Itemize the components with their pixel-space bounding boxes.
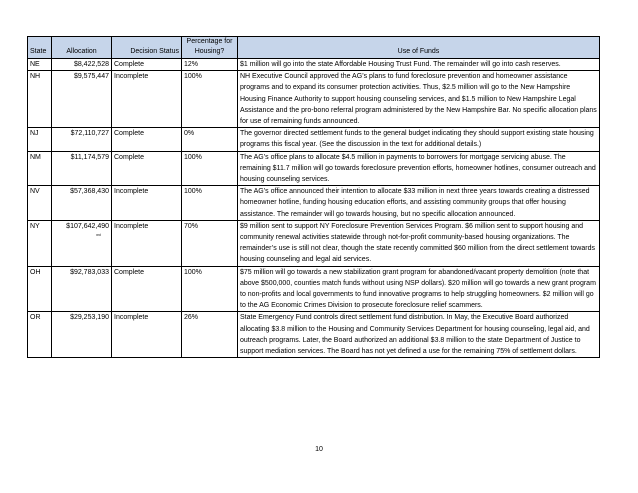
allocation-table: [27, 36, 600, 358]
table-row: [28, 220, 600, 266]
cell-allocation: [52, 220, 112, 266]
cell-state: NM: [28, 151, 52, 186]
cell-allocation: [52, 186, 112, 221]
cell-use-of-funds: $75 million will go towards a new stabilization grant program for abandoned/vacant property demolition (note that above $500,000, counties match funds without using NSP dollars). $20 million will go towards a new grant program to non-profits and local governments to fund innovative programs to help struggling homeowners. $2 million will go to the AG Economic Crimes Division to prosecute foreclosure relief scammers.: [238, 266, 600, 312]
header-decision-status: Decision Status: [112, 37, 182, 59]
table-row: [28, 128, 600, 151]
cell-percentage: 12%: [182, 59, 238, 71]
allocation-value: $9,575,447: [73, 73, 109, 81]
cell-percentage: 100%: [182, 186, 238, 221]
cell-percentage: 0%: [182, 128, 238, 151]
cell-allocation: [52, 59, 112, 71]
cell-state: NY: [28, 220, 52, 266]
cell-status: Complete: [112, 266, 182, 312]
table-row: [28, 312, 600, 358]
cell-use-of-funds: The governor directed settlement funds to the general budget indicating they should support existing state housing programs this fiscal year. (See the discussion in the text for additional details.): [238, 128, 600, 151]
allocation-value: $107,642,490: [66, 222, 109, 230]
allocation-value: $57,368,430: [70, 188, 109, 196]
cell-percentage: 100%: [182, 71, 238, 128]
cell-use-of-funds: $9 million sent to support NY Foreclosure Prevention Services Program. $6 million sent to support housing and community renewal activities statewide through not-for-profit community-based housing organizations. The remainder’s use is still not clear, though the state recently committed $60 million from the direct settlement towards housing counseling and legal aid services.: [238, 220, 600, 266]
cell-allocation: [52, 312, 112, 358]
allocation-value: $92,783,033: [70, 268, 109, 276]
cell-percentage: 100%: [182, 266, 238, 312]
cell-state: OR: [28, 312, 52, 358]
cell-allocation: [52, 71, 112, 128]
cell-allocation: [52, 266, 112, 312]
cell-status: Incomplete: [112, 71, 182, 128]
table-row: [28, 151, 600, 186]
header-state: State: [28, 37, 52, 59]
cell-status: Incomplete: [112, 186, 182, 221]
cell-status: Incomplete: [112, 220, 182, 266]
header-row: [28, 37, 600, 59]
header-allocation: Allocation: [52, 37, 112, 59]
cell-allocation: [52, 151, 112, 186]
cell-use-of-funds: NH Executive Council approved the AG’s plans to fund foreclosure prevention and homeowner assistance programs and to expand its consumer protection activities. Thus, $2.5 million will go to the New Hampshire Housing Finance Authority to support housing counseling services, and $1.5 million to New Hampshire Legal Assistance and the pro-bono referral program administered by the New Hampshire Bar. No specific allocation plans for use of remaining funds announced.: [238, 71, 600, 128]
cell-state: OH: [28, 266, 52, 312]
cell-state: NH: [28, 71, 52, 128]
cell-use-of-funds: The AG’s office announced their intention to allocate $33 million in next three years towards creating a distressed homeowner hotline, funding housing education efforts, and assisting community groups that offer housing assistance. The remainder will go towards housing, but no specific allocation announced.: [238, 186, 600, 221]
cell-use-of-funds: $1 million will go into the state Affordable Housing Trust Fund. The remainder will go into cash reserves.: [238, 59, 600, 71]
footnote-marker: xvi: [96, 232, 101, 238]
cell-state: NV: [28, 186, 52, 221]
cell-percentage: 70%: [182, 220, 238, 266]
cell-use-of-funds: State Emergency Fund controls direct settlement fund distribution. In May, the Executive Board authorized allocating $3.8 million to the Housing and Community Services Department for housing counseling, legal aid, and outreach programs. Later, the Board authorized an additional $3.8 million to the state Department of Justice to support mediation services. The Board has not yet defined a use for the remaining 75% of settlement dollars.: [238, 312, 600, 358]
header-percentage-housing: Percentage for Housing?: [182, 37, 238, 59]
cell-allocation: [52, 128, 112, 151]
header-use-of-funds: Use of Funds: [238, 37, 600, 59]
cell-status: Complete: [112, 151, 182, 186]
cell-percentage: 100%: [182, 151, 238, 186]
cell-status: Complete: [112, 59, 182, 71]
table-row: [28, 266, 600, 312]
cell-status: Incomplete: [112, 312, 182, 358]
cell-state: NE: [28, 59, 52, 71]
allocation-value: $72,110,727: [70, 130, 109, 138]
table-row: [28, 59, 600, 71]
table-row: [28, 186, 600, 221]
allocation-value: $29,253,190: [70, 314, 109, 322]
allocation-value: $8,422,528: [73, 61, 109, 68]
table-row: [28, 71, 600, 128]
cell-percentage: 26%: [182, 312, 238, 358]
allocation-value: $11,174,579: [70, 153, 109, 161]
page-number: 10: [315, 446, 323, 453]
cell-state: NJ: [28, 128, 52, 151]
cell-status: Complete: [112, 128, 182, 151]
cell-use-of-funds: The AG’s office plans to allocate $4.5 million in payments to borrowers for mortgage servicing abuse. The remaining $11.7 million will go towards foreclosure prevention efforts, homeowner hotlines, consumer outreach and housing counseling services.: [238, 151, 600, 186]
